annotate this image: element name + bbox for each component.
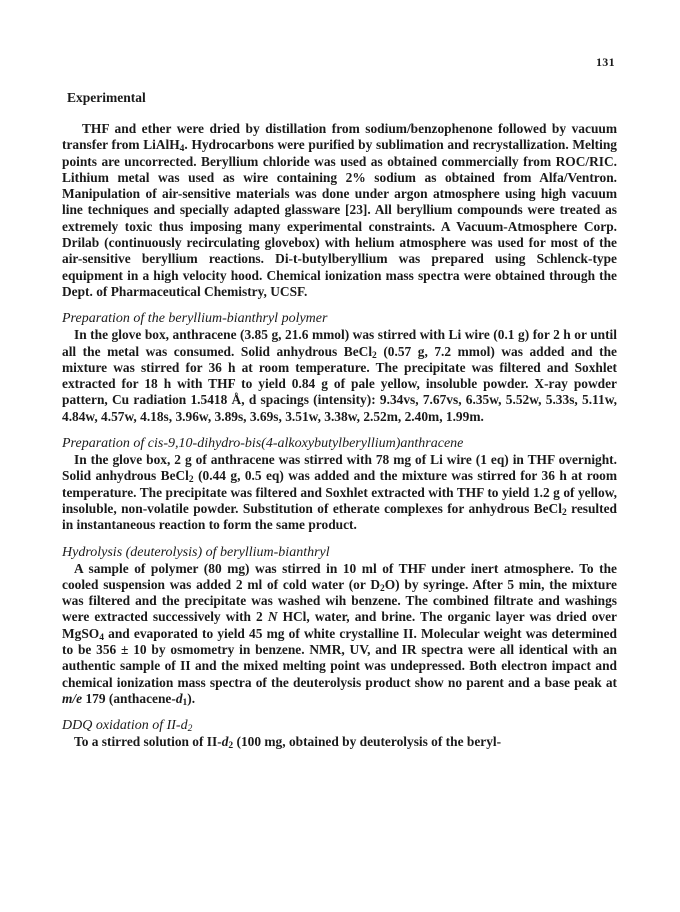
subsection-paragraph: In the glove box, anthracene (3.85 g, 21.6 mmol) was stirred with Li wire (0.1 g) for 2 h or until all the metal was consumed. Solid anhydrous BeCl$_2$ (0.57 g, 7.2 mmol) was added and the mixture was stirred for 36 h at room temperature. The precipitate was filtered and Soxhlet extracted for 18 h with THF to yield 0.84 g of pale yellow, insoluble powder. X-ray powder pattern, Cu radiation 1.5418 Å, d spacings (intensity): 9.34vs, 7.67vs, 6.35w, 5.52w, 5.33s, 5.11w, 4.84w, 4.57w, 4.18s, 3.96w, 3.89s, 3.69s, 3.51w, 3.38w, 2.52m, 2.40m, 1.99m. xyxy=(62,327,617,424)
subsection-heading: DDQ oxidation of $II-d_2$ xyxy=(62,718,193,735)
article-body xyxy=(62,121,617,751)
subsection-dihydro-preparation xyxy=(62,435,617,533)
intro-paragraph: THF and ether were dried by distillation from sodium/benzophenone followed by vacuum transfer from LiAlH$_4$. Hydrocarbons were purified by sublimation and recrystallization. Melting points are uncorrected. Beryllium chloride was used as obtained commercially from ROC/RIC. Lithium metal was used as wire containing 2% sodium as obtained from Alfa/Ventron. Manipulation of air-sensitive materials was done under argon atmosphere using high vacuum line techniques and specially adapted glassware [23]. All beryllium compounds were treated as extremely toxic thus imposing many experimental constraints. A Vacuum-Atmosphere Corp. Drilab (continuously recirculating glovebox) with helium atmosphere was used for most of the air-sensitive beryllium reactions. Di-t-butylberyllium was prepared using Schlenck-type equipment in a high velocity hood. Chemical ionization mass spectra were obtained through the Dept. of Pharmaceutical Chemistry, UCSF. xyxy=(62,121,617,299)
subsection-paragraph: In the glove box, 2 g of anthracene was stirred with 78 mg of Li wire (1 eq) in THF overnight. Solid anhydrous BeCl$_2$ (0.44 g, 0.5 eq) was added and the mixture was stirred for 36 h at room temperature. The precipitate was filtered and Soxhlet extracted with THF to yield 1.2 g of yellow, insoluble, non-volatile powder. Substitution of etherate complexes for anhydrous BeCl$_2$ resulted in instantaneous reaction to form the same product. xyxy=(62,452,618,533)
section-heading: Experimental xyxy=(67,90,146,105)
subsection-heading: Preparation of the beryllium-bianthryl polymer xyxy=(62,311,328,327)
subsection-paragraph: A sample of polymer (80 mg) was stirred in 10 ml of THF under inert atmosphere. To the cooled suspension was added 2 ml of cold water (or $D_2O$) by syringe. After 5 min, the mixture was filtered and the precipitate was washed wih benzene. The combined filtrate and washings were extracted successively with 2 N HCl, water, and brine. The organic layer was dried over MgSO$_4$ and evaporated to yield 45 mg of white crystalline II. Molecular weight was determined to be 356 ± 10 by osmometry in benzene. NMR, UV, and IR spectra were all identical with an authentic sample of II and the mixed melting point was undepressed. Both electron impact and chemical ionization mass spectra of the deuterolysis product show no parent and a base peak at m/e 179 $(anthacene-d_1)$. xyxy=(62,560,617,708)
subsection-paragraph: To a stirred solution of $II-d_2$ (100 mg, obtained by deuterolysis of the beryl- xyxy=(74,734,502,752)
subsection-polymer-preparation xyxy=(62,310,617,425)
subsection-ddq-oxidation xyxy=(62,717,617,750)
page-number: 131 xyxy=(596,55,615,69)
subsection-hydrolysis xyxy=(62,544,617,708)
subsection-heading: Hydrolysis (deuterolysis) of beryllium-bianthryl xyxy=(62,544,330,560)
subsection-heading: Preparation of cis-9,10-dihydro-bis(4-alkoxybutylberyllium)anthracene xyxy=(62,436,464,452)
